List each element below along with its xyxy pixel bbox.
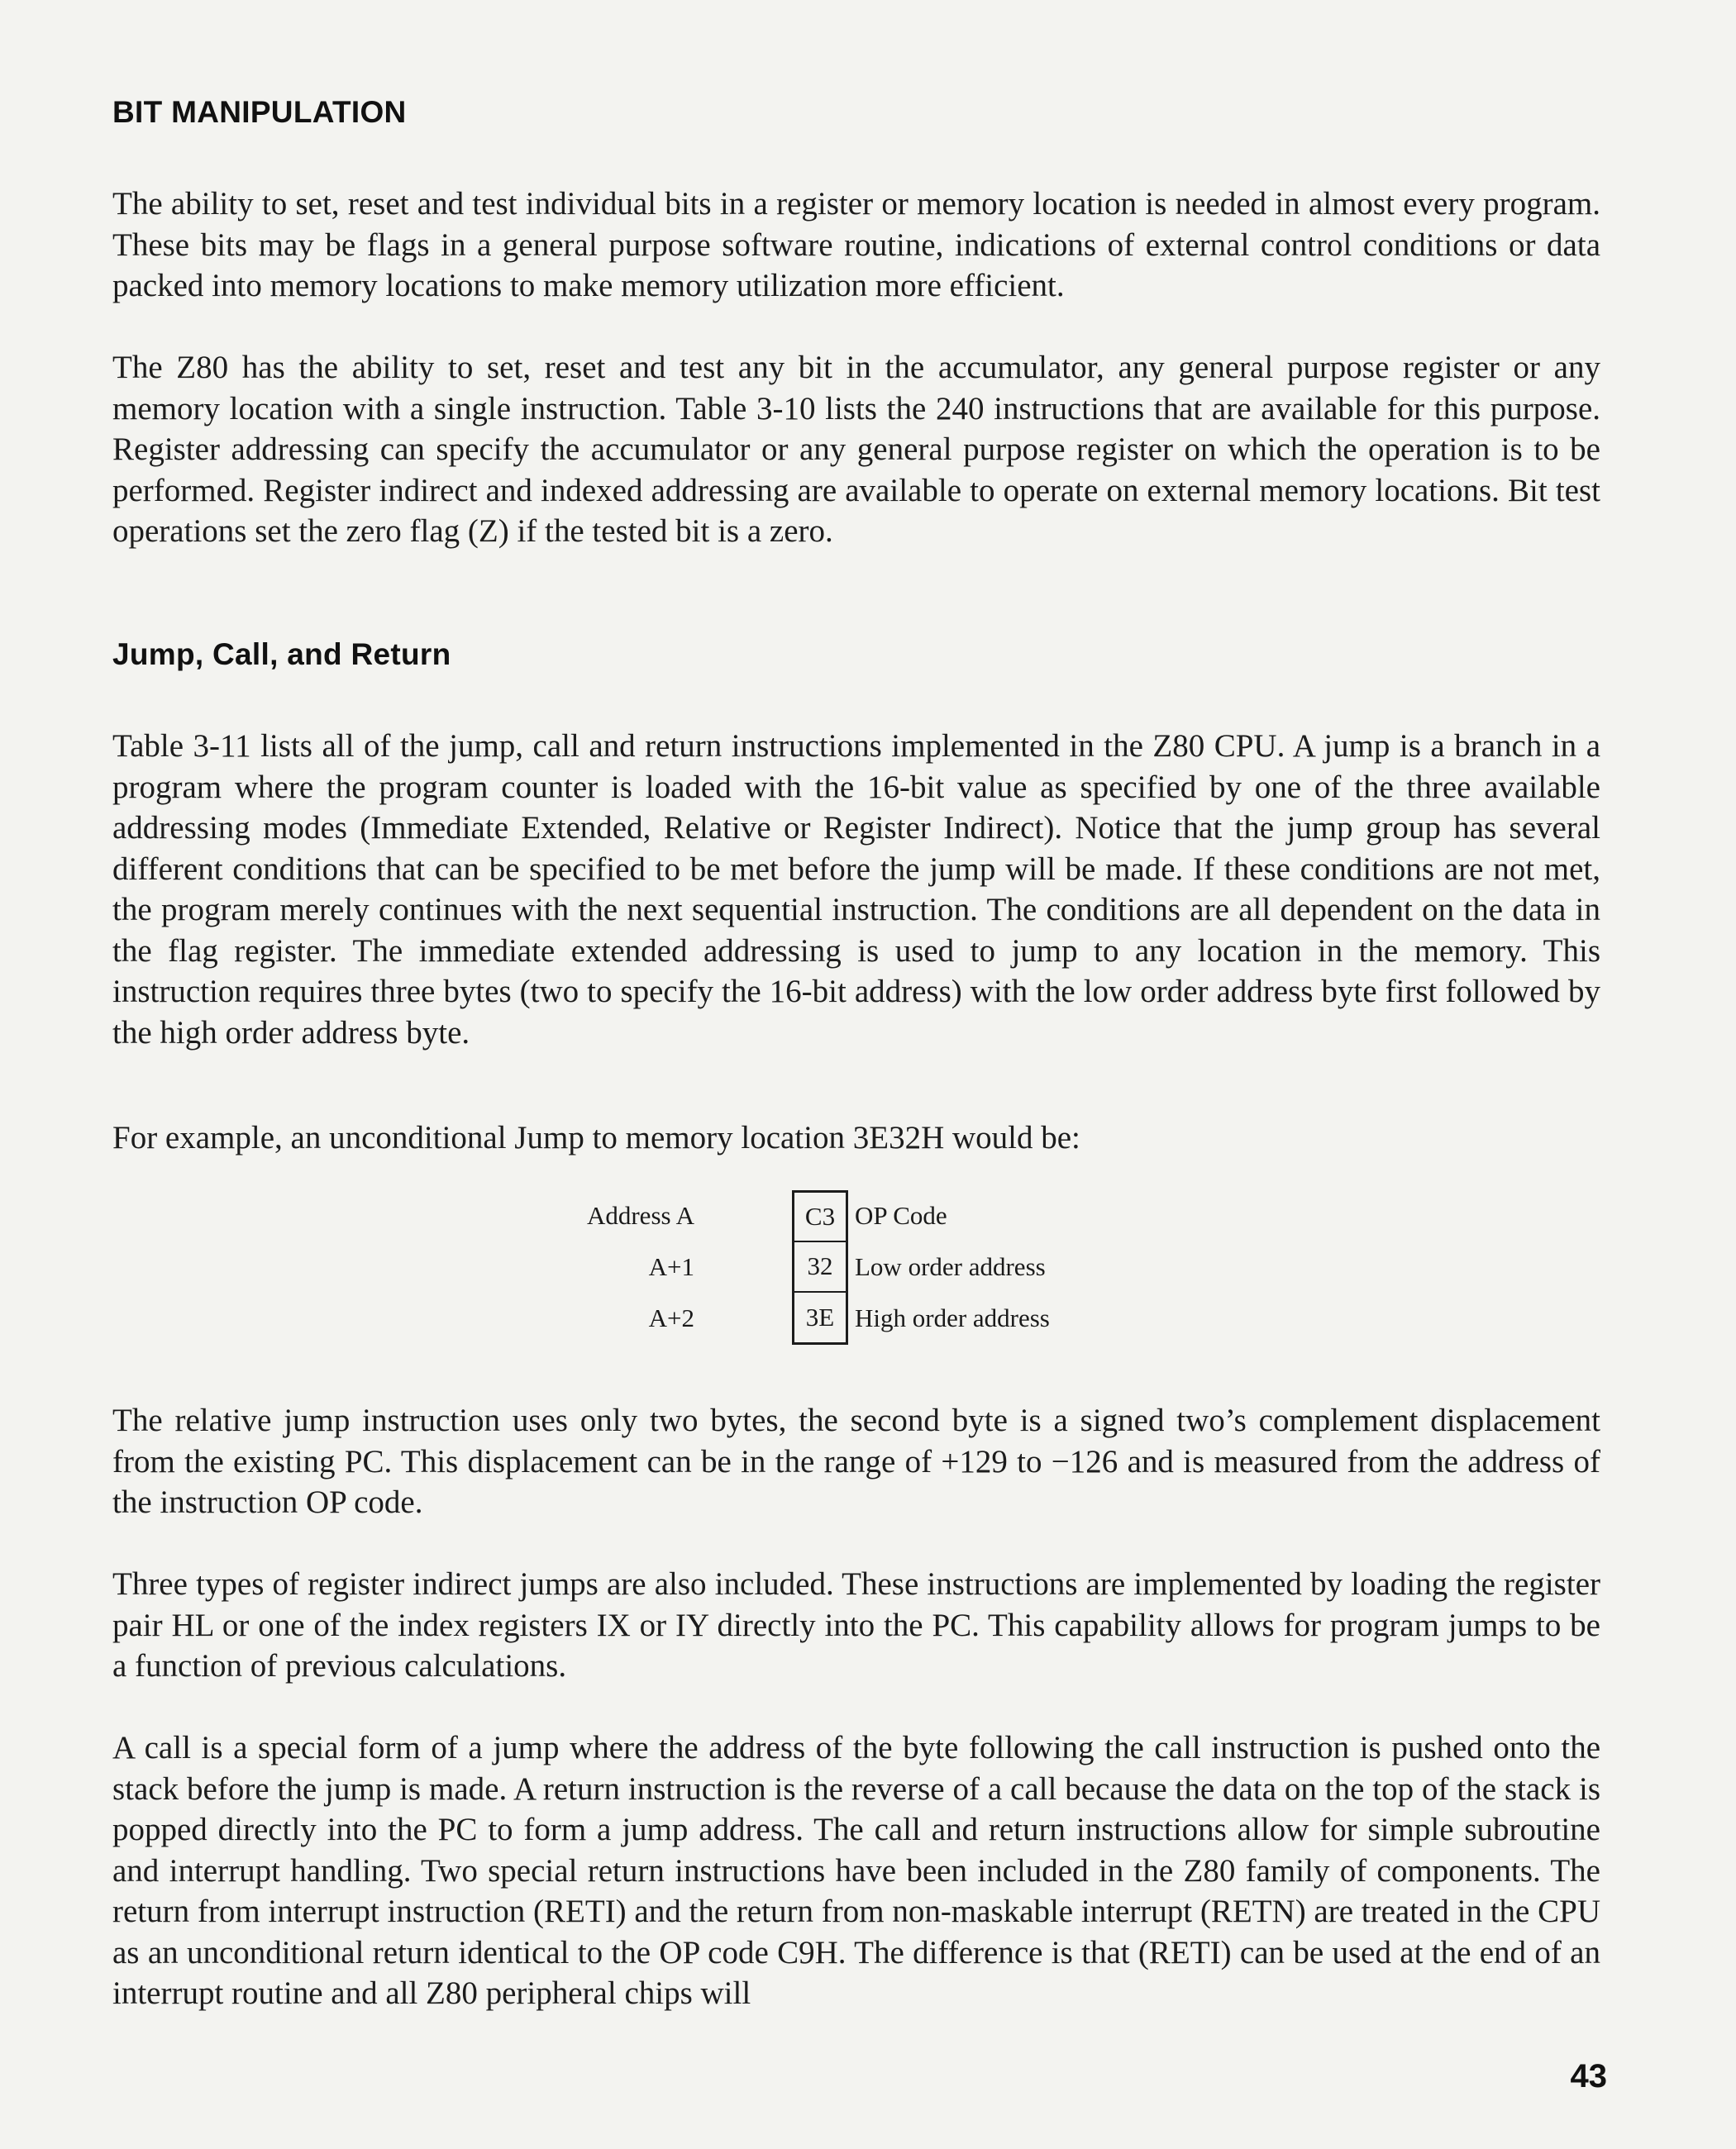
page-number: 43: [1570, 2058, 1607, 2094]
paragraph: The ability to set, reset and test individual bits in a register or memory location is needed in almost every program. These bits may be flags in a general purpose software routine, indications of external control conditions or data packed into memory locations to make memory utilization more efficient.: [112, 186, 1600, 303]
paragraph: For example, an unconditional Jump to memory location 3E32H would be:: [112, 1120, 1080, 1156]
paragraph: Three types of register indirect jumps are also included. These instructions are implemented by loading the register pair HL or one of the index registers IX or IY directly into the PC. This capability allows for program jumps to be a function of previous calculations.: [112, 1566, 1600, 1684]
paragraph: The Z80 has the ability to set, reset and test any bit in the accumulator, any general purpose register or any memory location with a single instruction. Table 3-10 lists the 240 instructions that are available for this purpose. Register addressing can specify the accumulator or any general purpose register on which the operation is to be performed. Register indirect and indexed addressing are available to operate on external memory locations. Bit test operations set the zero flag (Z) if the tested bit is a zero.: [112, 350, 1600, 549]
memory-byte-cell: 3E: [792, 1293, 848, 1345]
memory-byte-description: High order address: [855, 1303, 1050, 1332]
memory-address-label: A+2: [648, 1303, 694, 1332]
memory-byte-description: OP Code: [855, 1201, 947, 1230]
memory-row: [579, 1241, 1157, 1293]
memory-row: [579, 1190, 1157, 1241]
paragraph: The relative jump instruction uses only two bytes, the second byte is a signed two’s complement displacement from the existing PC. This displacement can be in the range of +129 to −126 and is measured from the address of the instruction OP code.: [112, 1403, 1600, 1520]
paragraph: A call is a special form of a jump where the address of the byte following the call instruction is pushed onto the stack before the jump is made. A return instruction is the reverse of a call because the data on the top of the stack is popped directly into the PC to form a jump address. The call and return instructions allow for simple subroutine and interrupt handling. Two special return instructions have been included in the Z80 family of components. The return from interrupt instruction (RETI) and the return from non-maskable interrupt (RETN) are treated in the CPU as an unconditional return identical to the OP code C9H. The difference is that (RETI) can be used at the end of an interrupt routine and all Z80 peripheral chips will: [112, 1730, 1600, 2011]
memory-byte-cell: 32: [792, 1241, 848, 1293]
paragraph: Table 3-11 lists all of the jump, call and return instructions implemented in the Z80 CPU. A jump is a branch in a program where the program counter is loaded with the 16-bit value as specified by one of the three available addressing modes (Immediate Extended, Relative or Register Indirect). Notice that the jump group has several different conditions that can be specified to be met before the jump will be made. If these conditions are not met, the program merely continues with the next sequential instruction. The conditions are all dependent on the data in the flag register. The immediate extended addressing is used to jump to any location in the memory. This instruction requires three bytes (two to specify the 16-bit address) with the low order address byte first followed by the high order address byte.: [112, 728, 1600, 1051]
memory-layout-diagram: [579, 1190, 1157, 1356]
memory-address-label: Address A: [586, 1201, 694, 1230]
memory-address-label: A+1: [648, 1252, 694, 1281]
section-heading-bit-manipulation: BIT MANIPULATION: [112, 95, 407, 129]
memory-byte-description: Low order address: [855, 1252, 1046, 1281]
memory-byte-cell: C3: [792, 1190, 848, 1242]
section-heading-jump-call-return: Jump, Call, and Return: [112, 637, 451, 671]
memory-row: [579, 1293, 1157, 1344]
